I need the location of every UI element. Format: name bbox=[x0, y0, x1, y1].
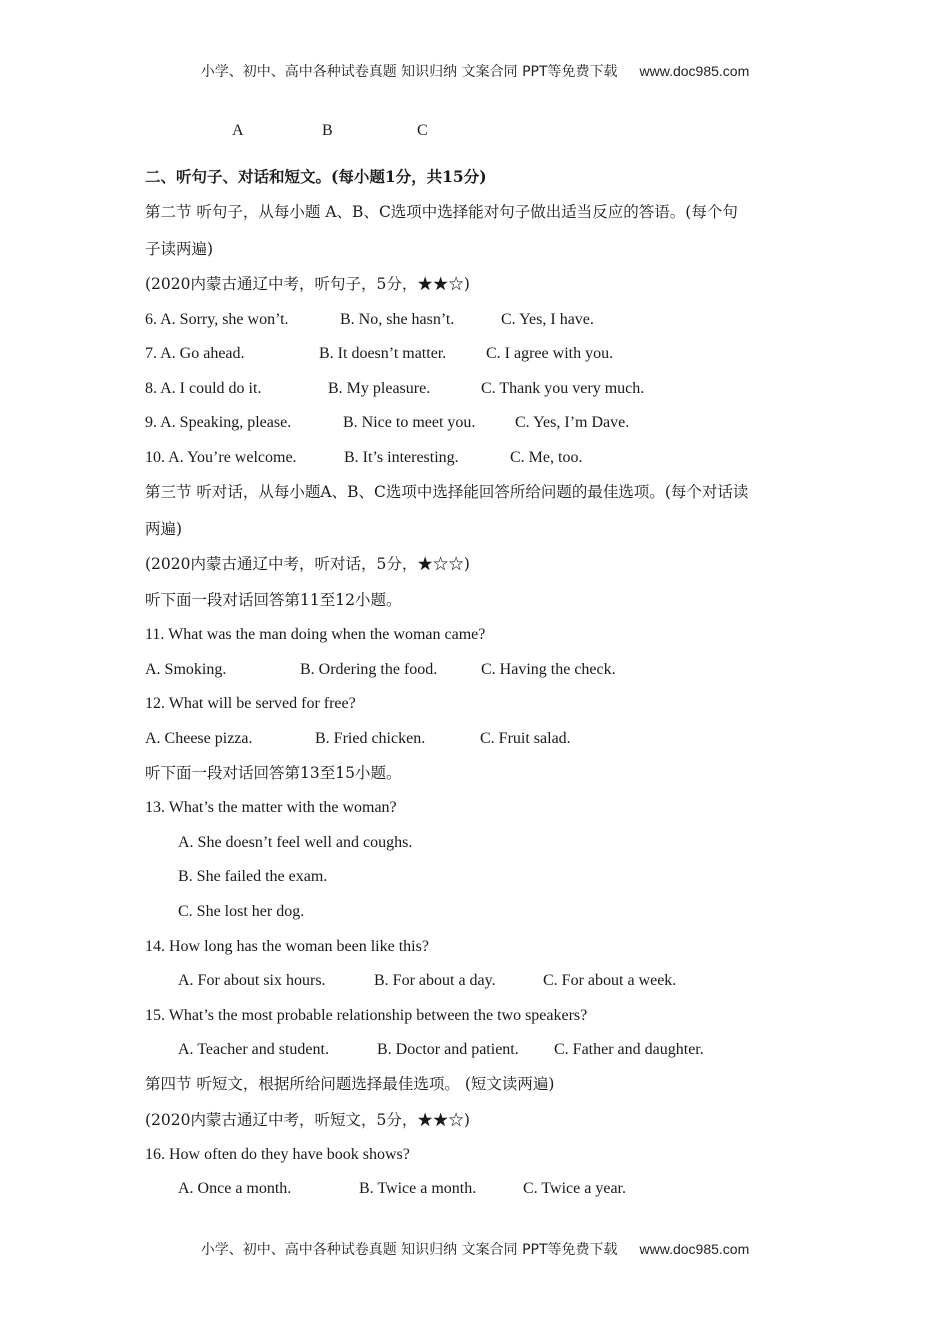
q7-option-b: B. It doesn’t matter. bbox=[319, 345, 447, 362]
q10-option-a: 10. A. You’re welcome. bbox=[145, 449, 297, 466]
q6-option-a: 6. A. Sorry, she won’t. bbox=[145, 311, 289, 328]
q15-option-b: B. Doctor and patient. bbox=[377, 1041, 519, 1058]
header-site: www.doc985.com bbox=[639, 63, 750, 79]
q10-option-c: C. Me, too. bbox=[510, 449, 583, 466]
q13-option-a: A. She doesn’t feel well and coughs. bbox=[178, 834, 413, 851]
part3-instruction-1: 第三节 听对话，从每小题A、B、C选项中选择能回答所给问题的最佳选项。(每个对话读 bbox=[145, 483, 749, 501]
q12-option-b: B. Fried chicken. bbox=[315, 730, 426, 747]
question-13: 13. What’s the matter with the woman? bbox=[145, 799, 397, 816]
q12-option-a: A. Cheese pizza. bbox=[145, 730, 253, 747]
page-footer bbox=[0, 1239, 950, 1259]
q7-option-a: 7. A. Go ahead. bbox=[145, 345, 245, 362]
question-16: 16. How often do they have book shows? bbox=[145, 1146, 410, 1163]
question-15: 15. What’s the most probable relationship between the two speakers? bbox=[145, 1007, 588, 1024]
footer-text: 小学、初中、高中各种试卷真题 知识归纳 文案合同 PPT等免费下载 bbox=[200, 1242, 618, 1258]
q14-option-a: A. For about six hours. bbox=[178, 972, 326, 989]
q9-option-b: B. Nice to meet you. bbox=[343, 414, 476, 431]
q9-option-a: 9. A. Speaking, please. bbox=[145, 414, 292, 431]
part2-instruction-2: 子读两遍) bbox=[145, 240, 214, 258]
q14-option-c: C. For about a week. bbox=[543, 972, 677, 989]
q8-option-a: 8. A. I could do it. bbox=[145, 380, 262, 397]
q16-option-c: C. Twice a year. bbox=[523, 1180, 626, 1197]
q8-option-c: C. Thank you very much. bbox=[481, 380, 645, 397]
q13-option-b: B. She failed the exam. bbox=[178, 868, 328, 885]
label-c: C bbox=[417, 122, 428, 139]
label-b: B bbox=[322, 122, 333, 139]
q10-option-b: B. It’s interesting. bbox=[344, 449, 459, 466]
q11-option-b: B. Ordering the food. bbox=[300, 661, 438, 678]
q6-option-c: C. Yes, I have. bbox=[501, 311, 594, 328]
q8-option-b: B. My pleasure. bbox=[328, 380, 431, 397]
part3-source: (2020内蒙古通辽中考，听对话，5分，★☆☆) bbox=[145, 555, 470, 573]
q15-option-c: C. Father and daughter. bbox=[554, 1041, 704, 1058]
q7-option-c: C. I agree with you. bbox=[486, 345, 614, 362]
q13-option-c: C. She lost her dog. bbox=[178, 903, 305, 920]
header-text: 小学、初中、高中各种试卷真题 知识归纳 文案合同 PPT等免费下载 bbox=[200, 64, 618, 80]
section2-title: 二、听句子、对话和短文。(每小题1分，共15分) bbox=[145, 167, 487, 186]
question-12: 12. What will be served for free? bbox=[145, 695, 356, 712]
q14-option-b: B. For about a day. bbox=[374, 972, 496, 989]
q16-option-a: A. Once a month. bbox=[178, 1180, 292, 1197]
dialog1-intro: 听下面一段对话回答第11至12小题。 bbox=[145, 591, 402, 609]
part2-source: (2020内蒙古通辽中考，听句子，5分，★★☆) bbox=[145, 275, 470, 293]
q16-option-b: B. Twice a month. bbox=[359, 1180, 477, 1197]
question-11: 11. What was the man doing when the woman came? bbox=[145, 626, 486, 643]
question-14: 14. How long has the woman been like this? bbox=[145, 938, 429, 955]
q15-option-a: A. Teacher and student. bbox=[178, 1041, 329, 1058]
label-a: A bbox=[232, 122, 244, 139]
page-header bbox=[0, 61, 950, 81]
q6-option-b: B. No, she hasn’t. bbox=[340, 311, 455, 328]
part2-instruction-1: 第二节 听句子，从每小题 A、B、C选项中选择能对句子做出适当反应的答语。(每个句 bbox=[145, 203, 738, 221]
part3-instruction-2: 两遍) bbox=[145, 520, 183, 538]
part4-instruction: 第四节 听短文，根据所给问题选择最佳选项。 (短文读两遍) bbox=[145, 1075, 555, 1093]
q11-option-a: A. Smoking. bbox=[145, 661, 227, 678]
q12-option-c: C. Fruit salad. bbox=[480, 730, 571, 747]
q11-option-c: C. Having the check. bbox=[481, 661, 616, 678]
footer-site: www.doc985.com bbox=[639, 1241, 750, 1257]
q9-option-c: C. Yes, I’m Dave. bbox=[515, 414, 630, 431]
part4-source: (2020内蒙古通辽中考，听短文，5分，★★☆) bbox=[145, 1111, 470, 1129]
dialog2-intro: 听下面一段对话回答第13至15小题。 bbox=[145, 764, 402, 782]
